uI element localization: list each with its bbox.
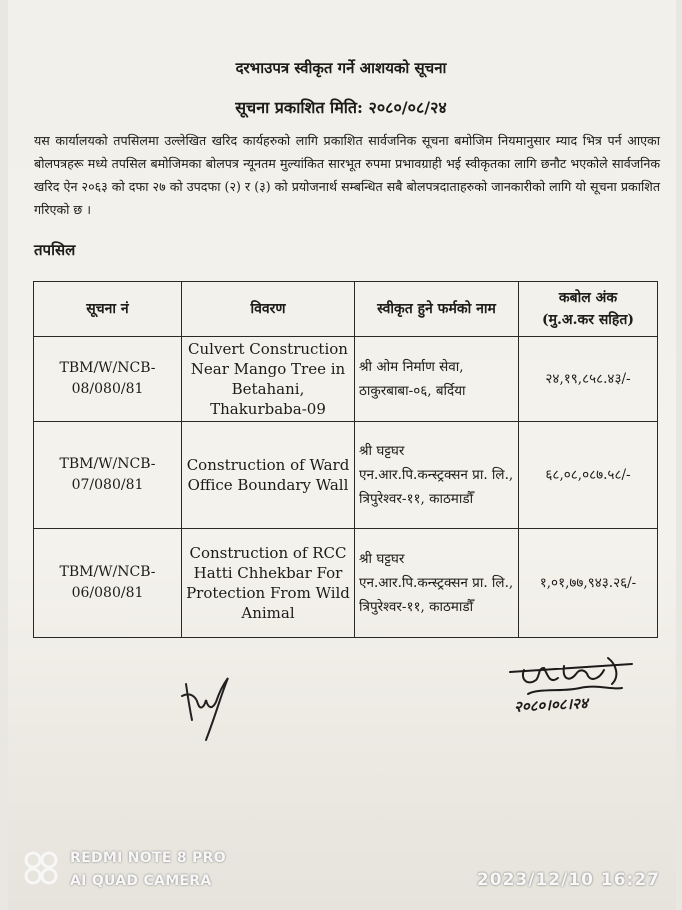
device-watermark-model: REDMI NOTE 8 PRO <box>70 850 226 866</box>
cell-firm: श्री घट्टघर एन.आर.पि.कन्स्ट्रक्सन प्रा. लि., त्रिपुरेश्वर-११, काठमाडौँ <box>355 422 519 529</box>
header-firm: स्वीकृत हुने फर्मको नाम <box>355 282 519 337</box>
cell-amount: ६८,०८,०८७.५८/- <box>519 422 658 529</box>
header-description: विवरण <box>182 282 355 337</box>
notice-title: दरभाउपत्र स्वीकृत गर्ने आशयको सूचना <box>235 59 447 77</box>
cell-notice-no: TBM/W/NCB-06/080/81 <box>34 529 182 638</box>
device-watermark-camera: AI QUAD CAMERA <box>70 873 212 889</box>
table-row <box>34 529 658 638</box>
cell-amount: २४,१९,८५८.४३/- <box>519 337 658 422</box>
cell-notice-no: TBM/W/NCB-08/080/81 <box>34 337 182 422</box>
photo-timestamp: 2023/12/10 16:27 <box>476 870 660 890</box>
cell-description: Construction of Ward Office Boundary Wall <box>182 422 355 529</box>
left-signature <box>176 670 240 746</box>
publish-date: सूचना प्रकाशित मिति: २०८०/०८/२४ <box>235 98 447 117</box>
header-notice-no: सूचना नं <box>34 282 182 337</box>
cell-description: Culvert Construction Near Mango Tree in Betahani, Thakurbaba-09 <box>182 337 355 422</box>
cell-amount: १,०१,७७,९४३.२६/- <box>519 529 658 638</box>
section-heading: तपसिल <box>34 241 76 259</box>
header-amount-line1: कबोल अंक <box>558 290 618 306</box>
camera-brand-icon <box>23 850 59 886</box>
award-table <box>33 281 658 638</box>
header-amount <box>519 282 658 337</box>
header-amount-line2: (मु.अ.कर सहित) <box>542 312 634 328</box>
table-header-row <box>34 282 658 337</box>
table-row <box>34 337 658 422</box>
cell-firm: श्री घट्टघर एन.आर.पि.कन्स्ट्रक्सन प्रा. लि., त्रिपुरेश्वर-११, काठमाडौँ <box>355 529 519 638</box>
signature-date: २०८०।०८।२४ <box>513 694 589 716</box>
cell-firm: श्री ओम निर्माण सेवा, ठाकुरबाबा-०६, बर्दिया <box>355 337 519 422</box>
cell-notice-no: TBM/W/NCB-07/080/81 <box>34 422 182 529</box>
cell-description: Construction of RCC Hatti Chhekbar For Protection From Wild Animal <box>182 529 355 638</box>
table-row <box>34 422 658 529</box>
notice-body: यस कार्यालयको तपसिलमा उल्लेखित खरिद कार्यहरुको लागि प्रकाशित सार्वजनिक सूचना बमोजिम नियमानुसार म्याद भित्र पर्न आएका बोलपत्रहरू मध्ये तपसिल बमोजिमका बोलपत्र न्यूनतम मुल्यांकित सारभूत रुपमा प्रभावग्राही भई स्वीकृतका लागि छनौट भएकोले सार्वजनिक खरिद ऐन २०६३ को दफा २७ को उपदफा (२) र (३) को प्रयोजनार्थ सम्बन्धित सबै बोलपत्रदाताहरुको जानकारीको लागि यो सूचना प्रकाशित गरिएको छ । <box>34 133 660 217</box>
